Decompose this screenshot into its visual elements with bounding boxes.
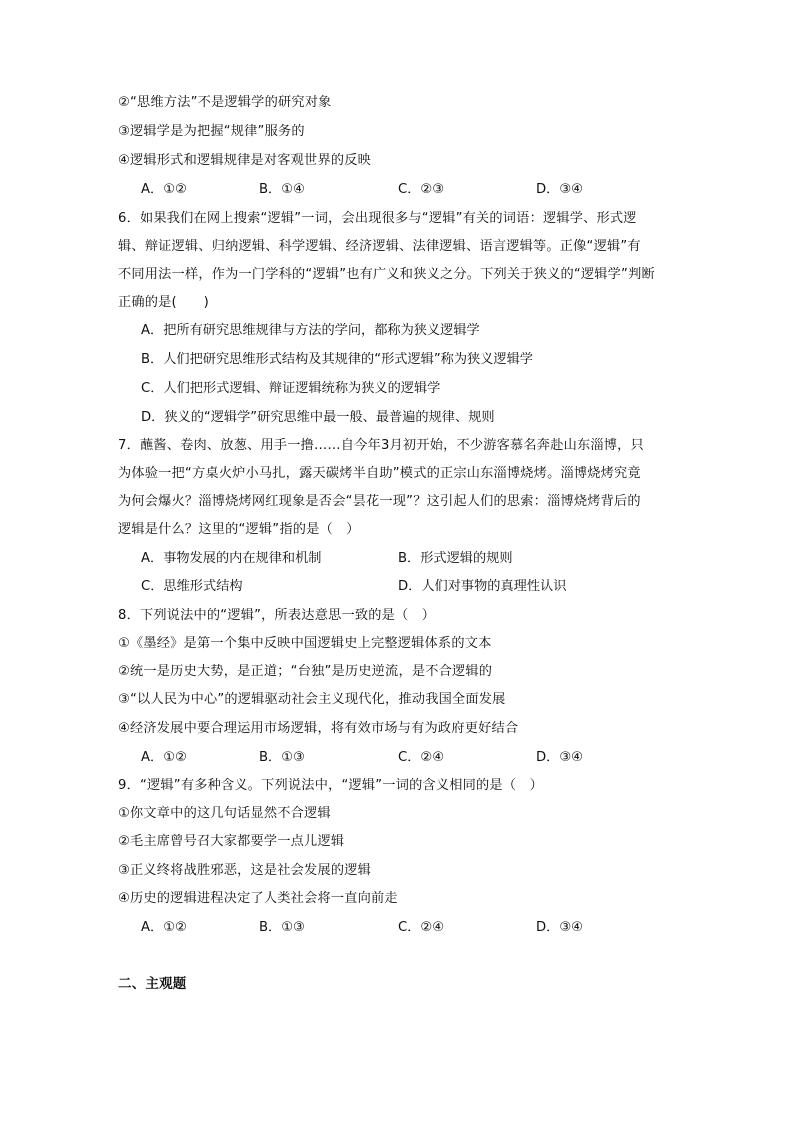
q9-item-2: ②毛主席曾号召大家都要学一点儿逻辑 [118, 834, 345, 849]
q7-option-a[interactable]: A．事物发展的内在规律和机制 [141, 551, 322, 566]
q9-stem: 9．“逻辑”有多种含义。下列说法中，“逻辑”一词的含义相同的是（ ） [118, 778, 543, 793]
q6-option-c[interactable]: C．人们把形式逻辑、辩证逻辑统称为狭义的逻辑学 [141, 381, 441, 396]
q8-option-c[interactable]: C．②④ [398, 750, 445, 765]
q8-item-3: ③“以人民为中心”的逻辑驱动社会主义现代化，推动我国全面发展 [118, 692, 506, 707]
q7-option-d[interactable]: D．人们对事物的真理性认识 [398, 579, 567, 594]
q7-stem-line-1: 7．蘸酱、卷肉、放葱、用手一撸……自今年3月初开始，不少游客慕名奔赴山东淄博，只 [118, 438, 644, 453]
q5-option-d[interactable]: D．③④ [536, 182, 583, 197]
q9-option-a[interactable]: A．①② [141, 920, 187, 935]
q7-stem-line-2: 为体验一把“方桌火炉小马扎，露天碳烤半自助”模式的正宗山东淄博烧烤。淄博烧烤究竟 [118, 466, 641, 481]
q8-option-a[interactable]: A．①② [141, 750, 187, 765]
q8-item-1: ①《墨经》是第一个集中反映中国逻辑史上完整逻辑体系的文本 [118, 636, 492, 651]
q5-option-c[interactable]: C．②③ [398, 182, 445, 197]
q8-stem: 8．下列说法中的“逻辑”，所表达意思一致的是（ ） [118, 608, 436, 623]
q7-option-c[interactable]: C．思维形式结构 [141, 579, 243, 594]
q9-option-b[interactable]: B．①③ [259, 920, 305, 935]
q7-stem-line-3: 为何会爆火？淄博烧烤网红现象是否会“昙花一现”？这引起人们的思索：淄博烧烤背后的 [118, 494, 641, 509]
q6-stem-line-4: 正确的是( ) [118, 295, 210, 310]
section-2-heading: 二、主观题 [118, 976, 187, 992]
q8-item-4: ④经济发展中要合理运用市场逻辑，将有效市场与有为政府更好结合 [118, 721, 519, 736]
q5-statement-3: ③逻辑学是为把握“规律”服务的 [118, 124, 305, 139]
q6-stem-line-1: 6．如果我们在网上搜索“逻辑”一词，会出现很多与“逻辑”有关的词语：逻辑学、形式逻 [118, 211, 637, 226]
q6-option-d[interactable]: D．狭义的“逻辑学”研究思维中最一般、最普遍的规律、规则 [141, 410, 495, 425]
q8-option-b[interactable]: B．①③ [259, 750, 305, 765]
q5-option-b[interactable]: B．①④ [259, 182, 305, 197]
q7-option-b[interactable]: B．形式逻辑的规则 [398, 551, 513, 566]
q8-option-d[interactable]: D．③④ [536, 750, 583, 765]
q6-stem-line-3: 不同用法一样，作为一门学科的“逻辑”也有广义和狭义之分。下列关于狭义的“逻辑学”判断 [118, 267, 655, 282]
q9-item-1: ①你文章中的这几句话显然不合逻辑 [118, 806, 331, 821]
q5-statement-4: ④逻辑形式和逻辑规律是对客观世界的反映 [118, 153, 371, 168]
q5-option-a[interactable]: A．①② [141, 182, 187, 197]
q6-option-a[interactable]: A．把所有研究思维规律与方法的学问，都称为狭义逻辑学 [141, 323, 480, 338]
q5-statement-2: ②“思维方法”不是逻辑学的研究对象 [118, 95, 332, 110]
q7-stem-line-4: 逻辑是什么？这里的“逻辑”指的是（ ） [118, 522, 360, 537]
q9-option-c[interactable]: C．②④ [398, 920, 445, 935]
q6-option-b[interactable]: B．人们把研究思维形式结构及其规律的“形式逻辑”称为狭义逻辑学 [141, 352, 533, 367]
q9-item-4: ④历史的逻辑进程决定了人类社会将一直向前走 [118, 891, 398, 906]
q6-stem-line-2: 辑、辩证逻辑、归纳逻辑、科学逻辑、经济逻辑、法律逻辑、语言逻辑等。正像“逻辑”有 [118, 239, 641, 254]
q9-item-3: ③正义终将战胜邪恶，这是社会发展的逻辑 [118, 863, 371, 878]
q9-option-d[interactable]: D．③④ [536, 920, 583, 935]
q8-item-2: ②统一是历史大势，是正道；“台独”是历史逆流，是不合逻辑的 [118, 664, 493, 679]
